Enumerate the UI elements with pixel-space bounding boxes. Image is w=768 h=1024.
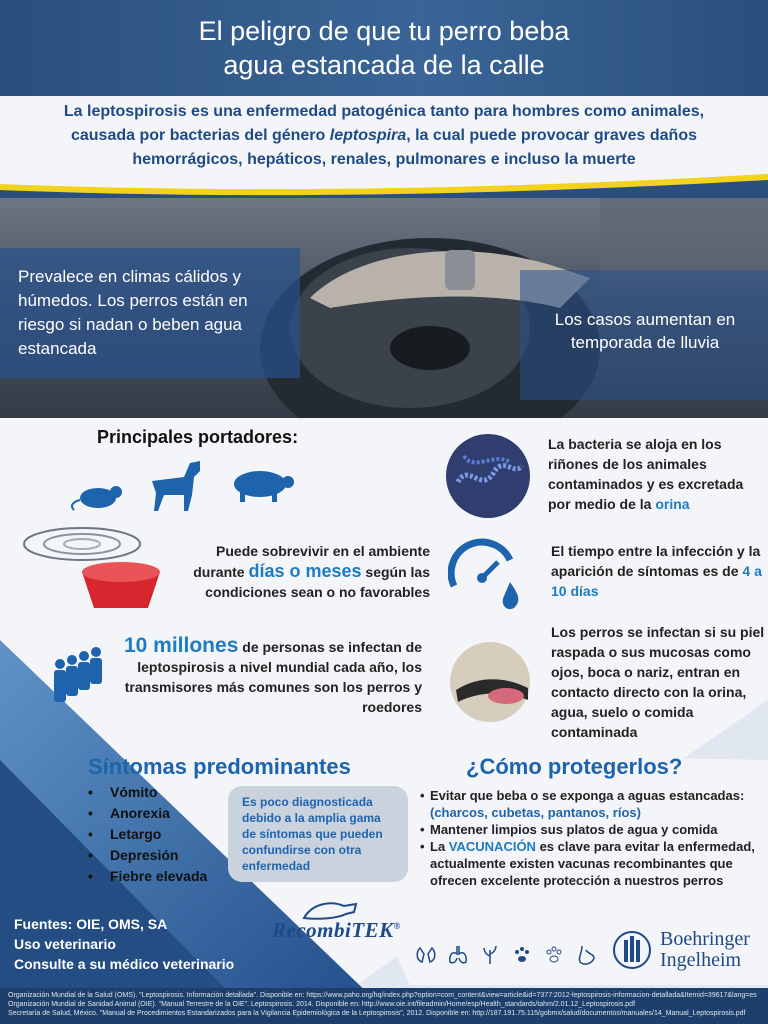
list-item: • Mantener limpios sus platos de agua y comida [420, 821, 765, 838]
gauge-drop-icon [448, 538, 526, 612]
bacteria-icon [444, 432, 532, 520]
boehringer-logo-icon [612, 930, 652, 970]
protection-title: ¿Cómo protegerlos? [466, 754, 683, 779]
list-item: • Depresión [88, 845, 228, 866]
stomach-icon [576, 944, 596, 966]
symptoms-list [88, 782, 228, 887]
rain-season-text: Los casos aumentan en temporada de lluvia [554, 310, 736, 352]
page-title: El peligro de que tu perro beba agua estancada de la calle [198, 16, 570, 80]
sources-block: Fuentes: OIE, OMS, SA Uso veterinario Consulte a su médico veterinario [14, 916, 235, 972]
pig-icon [226, 466, 298, 504]
reference-item: Organización Mundial de la Salud (OMS). "Leptospirosis. Información detallada". Disponible en: https://www.paho.org/hq/index.php?option=com_content&view=article&id=7377:2012-leptospirosis-informacion-detallada&Itemid=39617&lang=es [8, 992, 757, 999]
list-item: • Vómito [88, 782, 228, 803]
people-group-icon [50, 644, 110, 704]
references-footer [0, 988, 768, 1024]
rat-icon [70, 476, 130, 512]
millions-text: 10 millones de personas se infectan de leptospirosis a nivel mundial cada año, los transmisores más comunes son los perros y roedores [123, 634, 422, 715]
climate-text: Prevalece en climas cálidos y húmedos. Los perros están en riesgo si nadan o beben agua estancada [18, 267, 248, 358]
list-item: • Letargo [88, 824, 228, 845]
plant-icon [480, 944, 500, 966]
paw-icon [512, 944, 532, 966]
survival-text: Puede sobrevivir en el ambiente durante días o meses según las condiciones sean o no favorables [193, 543, 430, 600]
diagnosis-note: Es poco diagnosticada debido a la amplia gama de síntomas que pueden confundirse con otra enfermedad [228, 786, 408, 882]
reference-item: Secretaría de Salud, México. "Manual de Procedimientos Estandarizados para la Vigilancia Epidemiológica de la Leptospirosis", 2012. Disponible en: http://187.191.75.115/gobmx/salud/documentos/manuales/14_Manual_Leptospirosis.pdf [8, 1010, 746, 1017]
list-item: • La VACUNACIÓN es clave para evitar la enfermedad, actualmente existen vacunas recombinantes que ofrecen excelente protección a nuestros perros [420, 838, 765, 889]
carriers-title: Principales portadores: [97, 427, 299, 447]
kidneys-icon [416, 944, 436, 966]
boehringer-logo: Boehringer Ingelheim [660, 928, 750, 971]
incubation-text: El tiempo entre la infección y la aparición de síntomas es de 4 a 10 días [551, 543, 762, 599]
protection-list [420, 787, 765, 889]
list-item: • Evitar que beba o se exponga a aguas estancadas: (charcos, cubetas, pantanos, ríos) [420, 787, 765, 821]
water-bowl-icon [20, 522, 160, 616]
organ-icons-row [416, 944, 606, 970]
list-item: • Fiebre elevada [88, 866, 228, 887]
dog-mouth-icon [448, 640, 532, 724]
list-item: • Anorexia [88, 803, 228, 824]
infection-text: Los perros se infectan si su piel raspada o sus mucosas como ojos, boca o nariz, entran en contacto directo con la orina, agua, suelo o comida contaminada [551, 624, 765, 740]
reference-item: Organización Mundial de Sanidad Animal (OIE). "Manual Terrestre de la OIE". Leptospirosis. 2014. Disponible en: http://www.oie.int/fileadmin/Home/esp/Health_standards/tahm/2.01.12_Leptospirosis.pdf [8, 1001, 636, 1008]
dog-icon [144, 455, 204, 513]
bacteria-text: La bacteria se aloja en los riñones de los animales contaminados y es excretada por medio de la orina [548, 436, 744, 512]
intro-text: La leptospirosis es una enfermedad patogénica tanto para hombres como animales, causada por bacterias del género leptospira, la cual puede provocar graves daños hemorrágicos, hepáticos, renales, pulmonares e incluso la muerte [63, 103, 705, 168]
symptoms-title: Síntomas predominantes [88, 754, 351, 779]
decorative-stripe [0, 170, 768, 200]
lungs-icon [448, 944, 468, 966]
recombitek-logo: RecombiTEK® [272, 918, 401, 942]
paw-print-icon [544, 944, 564, 966]
